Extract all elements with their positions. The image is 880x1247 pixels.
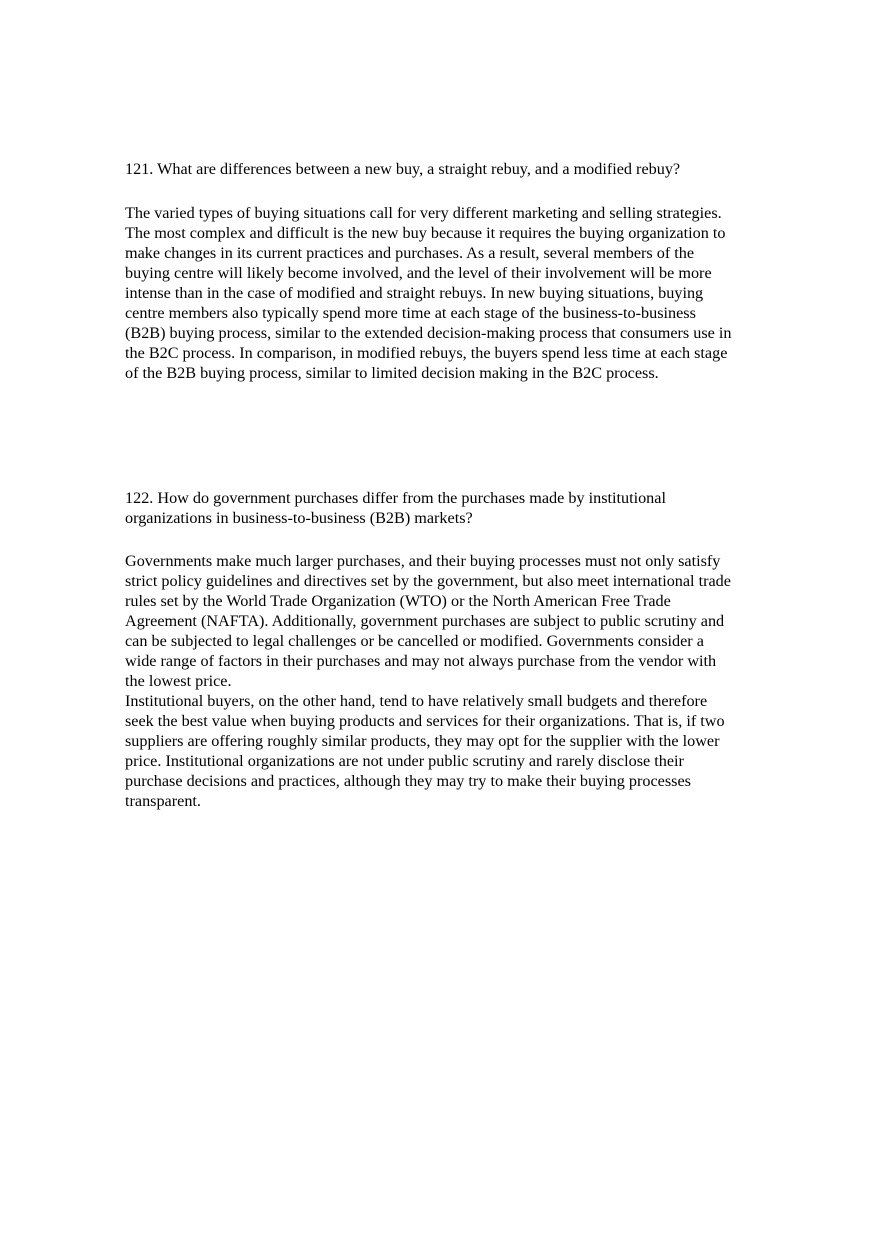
question-line: organizations in business-to-business (B2B) markets?: [125, 509, 473, 527]
answer-line: of the B2B buying process, similar to limited decision making in the B2C process.: [125, 364, 659, 382]
answer-line: wide range of factors in their purchases and may not always purchase from the vendor with: [125, 652, 717, 670]
answer-line: seek the best value when buying products and services for their organizations. That is, if two: [125, 712, 725, 730]
answer-122-text: [125, 551, 775, 811]
answer-line: Institutional buyers, on the other hand, tend to have relatively small budgets and therefore: [125, 692, 708, 710]
answer-121-text: [125, 203, 775, 383]
answer-line: The most complex and difficult is the new buy because it requires the buying organization to: [125, 224, 726, 242]
answer-line: transparent.: [125, 792, 201, 810]
answer-line: suppliers are offering roughly similar products, they may opt for the supplier with the lower: [125, 732, 720, 750]
answer-line: rules set by the World Trade Organization (WTO) or the North American Free Trade: [125, 592, 671, 610]
question-line: 121. What are differences between a new buy, a straight rebuy, and a modified rebuy?: [125, 160, 681, 178]
answer-line: The varied types of buying situations call for very different marketing and selling strategies.: [125, 204, 722, 222]
answer-line: make changes in its current practices and purchases. As a result, several members of the: [125, 244, 695, 262]
question-121-text: [125, 159, 775, 179]
answer-line: strict policy guidelines and directives set by the government, but also meet international trade: [125, 572, 731, 590]
answer-line: the lowest price.: [125, 672, 232, 690]
answer-line: buying centre will likely become involved, and the level of their involvement will be more: [125, 264, 712, 282]
question-122-text: [125, 488, 775, 528]
answer-line: centre members also typically spend more time at each stage of the business-to-business: [125, 304, 696, 322]
answer-line: Agreement (NAFTA). Additionally, government purchases are subject to public scrutiny and: [125, 612, 725, 630]
answer-line: the B2C process. In comparison, in modified rebuys, the buyers spend less time at each stage: [125, 344, 728, 362]
question-line: 122. How do government purchases differ from the purchases made by institutional: [125, 489, 666, 507]
answer-line: can be subjected to legal challenges or be cancelled or modified. Governments consider a: [125, 632, 704, 650]
answer-line: (B2B) buying process, similar to the extended decision-making process that consumers use in: [125, 324, 732, 342]
answer-line: purchase decisions and practices, although they may try to make their buying processes: [125, 772, 691, 790]
answer-line: Governments make much larger purchases, and their buying processes must not only satisfy: [125, 552, 721, 570]
answer-line: intense than in the case of modified and straight rebuys. In new buying situations, buying: [125, 284, 704, 302]
answer-line: price. Institutional organizations are not under public scrutiny and rarely disclose their: [125, 752, 684, 770]
